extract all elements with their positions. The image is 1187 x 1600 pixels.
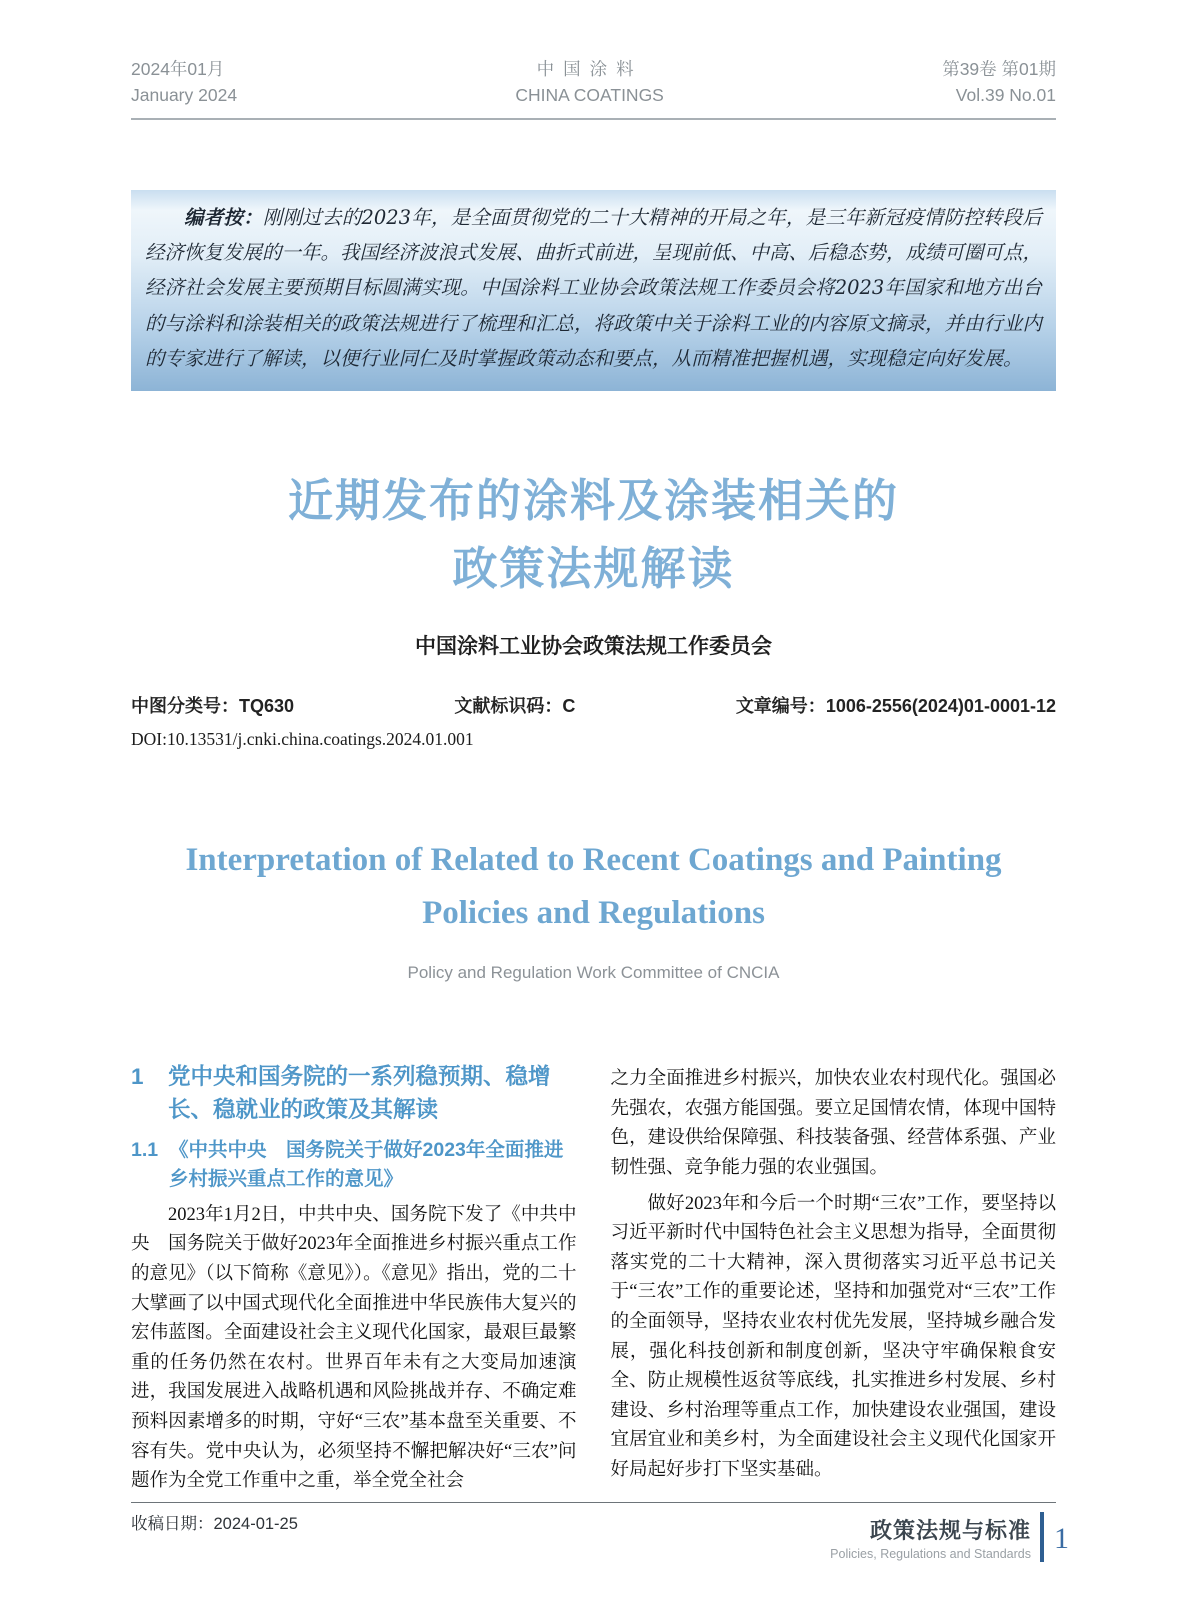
page-number: 1	[1054, 1522, 1069, 1555]
column-right	[611, 1061, 1057, 1496]
journal-name-en: CHINA COATINGS	[515, 85, 664, 106]
meta-clc-value: TQ630	[239, 695, 295, 716]
footer-column-name	[830, 1514, 1031, 1561]
article-title-en-line2: Policies and Regulations	[422, 894, 765, 931]
article-meta-row	[131, 692, 1056, 718]
meta-article-id-label: 文章编号：	[735, 695, 826, 716]
volume-issue-zh: 第39卷 第01期	[942, 59, 1056, 79]
paragraph-right-1: 之力全面推进乡村振兴，加快农业农村现代化。强国必先强农，农强方能国强。要立足国情农情，体现中国特色，建设供给保障强、科技装备强、经营体系强、产业韧性强、竞争能力强的农业强国。	[610, 1069, 1056, 1179]
article-title-en-line1: Interpretation of Related to Recent Coatings and Painting	[185, 841, 1002, 878]
meta-doc-code-value: C	[562, 695, 576, 716]
header-issue-date	[131, 56, 237, 109]
header-volume-issue	[942, 56, 1056, 109]
section-1-heading	[131, 1061, 577, 1126]
article-title-zh-line2: 政策法规解读	[452, 543, 735, 595]
article-body-columns	[131, 1061, 1056, 1496]
page-footer	[830, 1512, 1069, 1562]
meta-doc-code	[454, 692, 575, 718]
received-date-value: 2024-01-25	[213, 1514, 298, 1533]
author-zh: 中国涂料工业协会政策法规工作委员会	[415, 634, 772, 658]
footer-column-en: Policies, Regulations and Standards	[830, 1546, 1031, 1561]
header-date-zh: 2024年01月	[131, 59, 225, 79]
meta-clc-label: 中图分类号：	[131, 695, 239, 716]
article-title-en	[131, 834, 1056, 940]
editor-note-paragraph	[145, 200, 1042, 377]
paragraph-right-2: 做好2023年和今后一个时期“三农”工作，要坚持以习近平新时代中国特色社会主义思想为指导，全面贯彻落实党的二十大精神，深入贯彻落实习近平总书记关于“三农”工作的重要论述，坚持和加强党对“三农”工作的全面领导，坚持农业农村优先发展，坚持城乡融合发展，强化科技创新和制度创新，坚决守牢确保粮食安全、防止规模性返贫等底线，扎实推进乡村发展、乡村建设、乡村治理等重点工作，加快建设农业强国，建设宜居宜业和美乡村，为全面建设社会主义现代化国家开好局起好步打下坚实基础。	[610, 1193, 1056, 1481]
paragraph-left-1: 2023年1月2日，中共中央、国务院下发了《中共中央 国务院关于做好2023年全面推进乡村振兴重点工作的意见》（以下简称《意见》）。《意见》指出，党的二十大擘画了以中国式现代化全面推进中华民族伟大复兴的宏伟蓝图。全面建设社会主义现代化国家，最艰巨最繁重的任务仍然在农村。世界百年未有之大变局加速演进，我国发展进入战略机遇和风险挑战并存、不确定难预料因素增多的时期，守好“三农”基本盘至关重要、不容有失。党中央认为，必须坚持不懈把解决好“三农”问题作为全党工作重中之重，举全党全社会	[131, 1204, 577, 1492]
column-left	[131, 1061, 577, 1496]
journal-name-zh: 中国涂料	[536, 59, 643, 79]
author-en: Policy and Regulation Work Committee of CNCIA	[407, 963, 780, 983]
article-title-zh	[131, 467, 1056, 604]
header-journal-name	[515, 56, 663, 109]
meta-clc	[131, 692, 294, 718]
editor-note-box	[131, 190, 1056, 391]
section-1-1-title: 《中共中央 国务院关于做好2023年全面推进乡村振兴重点工作的意见》	[169, 1138, 564, 1191]
doi-line: DOI:10.13531/j.cnki.china.coatings.2024.01.001	[131, 728, 474, 749]
journal-header	[131, 0, 1056, 120]
section-1-title: 党中央和国务院的一系列稳预期、稳增长、稳就业的政策及其解读	[168, 1064, 551, 1122]
article-title-zh-line1: 近期发布的涂料及涂装相关的	[287, 474, 899, 526]
editor-note-label: 编者按：	[184, 205, 263, 229]
meta-article-id-value: 1006-2556(2024)01-0001-12	[825, 695, 1056, 716]
meta-article-id	[736, 692, 1056, 718]
section-1-1-heading	[131, 1136, 577, 1195]
meta-doc-code-label: 文献标识码：	[454, 695, 563, 716]
footer-column-zh: 政策法规与标准	[869, 1517, 1031, 1543]
footer-divider-bar	[1040, 1512, 1044, 1562]
header-date-en: January 2024	[131, 85, 238, 106]
section-1-number: 1	[131, 1064, 144, 1090]
received-date-label: 收稿日期：	[131, 1514, 214, 1533]
volume-issue-en: Vol.39 No.01	[955, 85, 1056, 106]
editor-note-text: 刚刚过去的2023年，是全面贯彻党的二十大精神的开局之年，是三年新冠疫情防控转段后经济恢复发展的一年。我国经济波浪式发展、曲折式前进，呈现前低、中高、后稳态势，成绩可圈可点，经济社会发展主要预期目标圆满实现。中国涂料工业协会政策法规工作委员会将2023年国家和地方出台的与涂料和涂装相关的政策法规进行了梳理和汇总，将政策中关于涂料工业的内容原文摘录，并由行业内的专家进行了解读，以便行业同仁及时掌握政策动态和要点，从而精准把握机遇，实现稳定向好发展。	[145, 205, 1043, 371]
section-1-1-number: 1.1	[131, 1138, 159, 1161]
